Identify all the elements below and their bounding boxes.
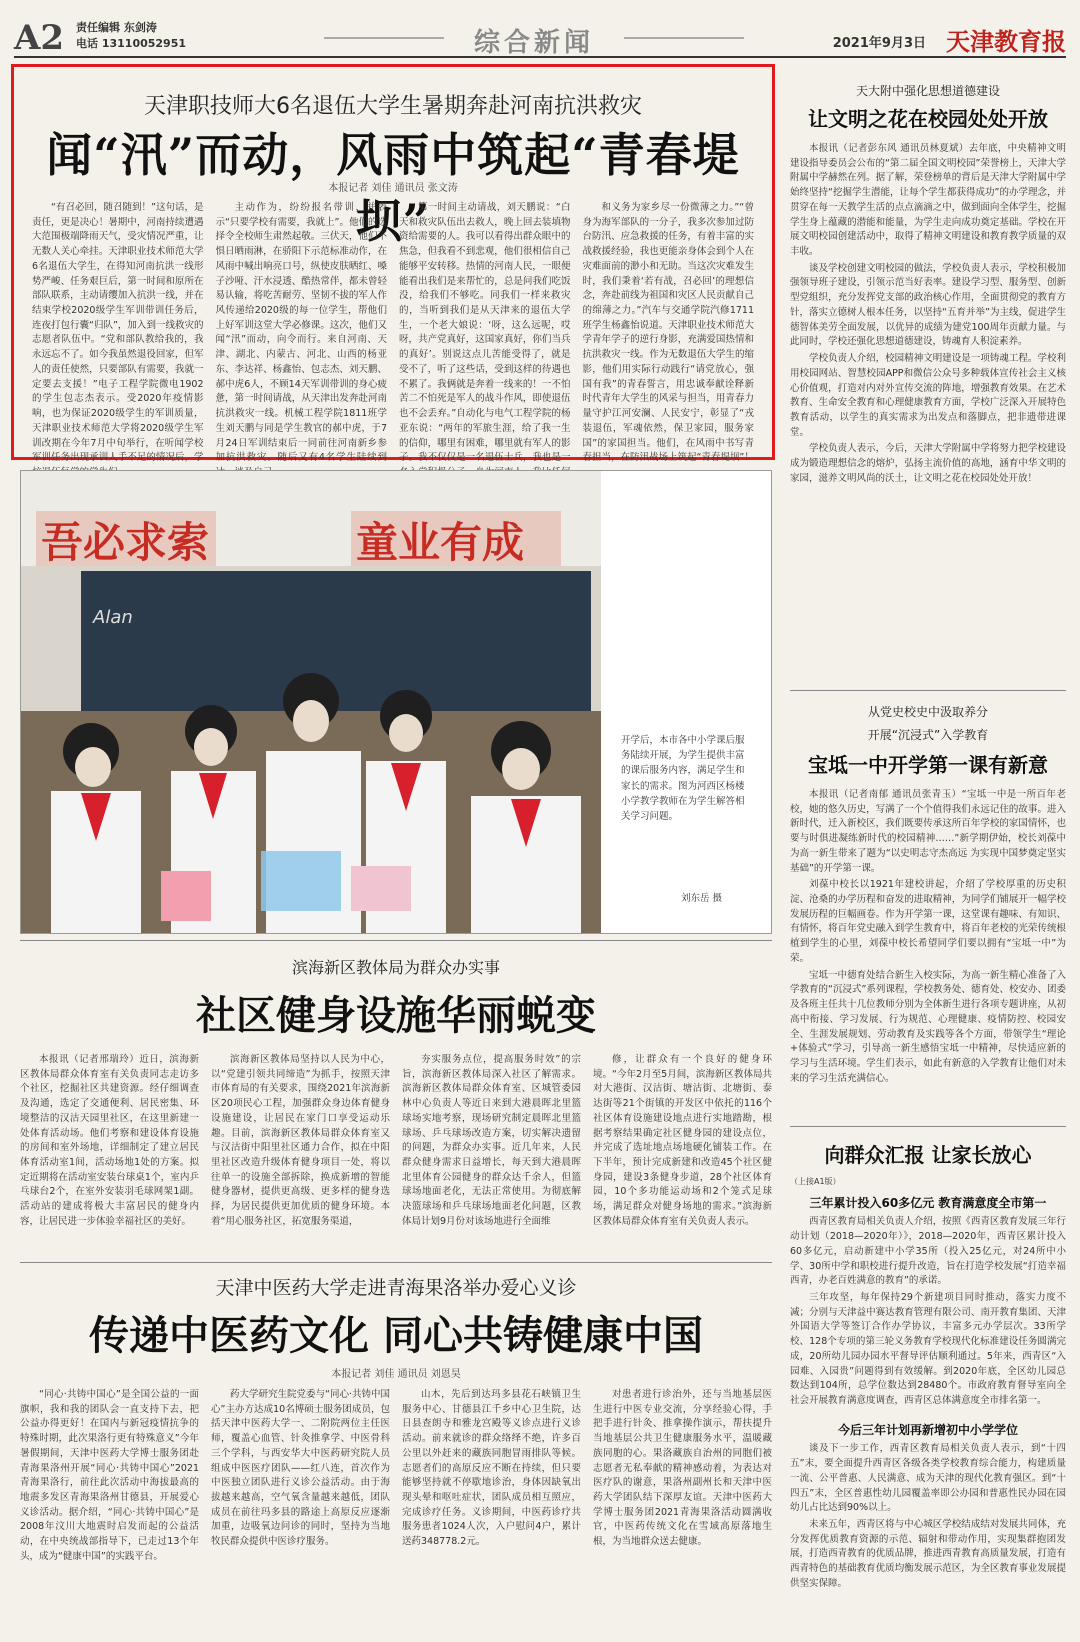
- photo-credit: 刘东岳 摄: [681, 893, 723, 904]
- paragraph: 学校负责人表示，今后，天津大学附属中学将努力把学校建设成为锻造理想信念的熔炉，弘扬主流价值的高地，涵育中华文明的家园，滋养文明风尚的沃土，让文明之花在校园处处开放！: [790, 443, 1066, 484]
- bottom-byline: 本报记者 刘佳 通讯员 刘恩昊: [331, 1369, 461, 1380]
- right-mid-kicker2: 开展“沉浸式”入学教育: [867, 728, 989, 742]
- right-bottom-body2: [790, 1442, 1066, 1642]
- paragraph: 刘葆中校长以1921年建校讲起，介绍了学校厚重的历史积淀、沧桑的办学历程和奋发的进取精神，为同学们铺展开一幅学校发展历程的巨幅画卷。作为开学第一课，这堂课有趣味、有知识、有情怀，将百年党史融入到学生教育中，将百年老校的光荣传统根植到学生的心里，刘葆中校长希望同学们要以拥有“宝坻一中”为荣。: [790, 879, 1066, 964]
- continued-note: （上接A1版）: [790, 1177, 841, 1186]
- bottom-column: 对患者进行诊治外，还与当地基层医生进行中医专业交流，分享经验心得，手把手进行针灸、推拿操作演示，帮扶提升当地基层公共卫生健康服务水平，温暖藏族同胞的心。果洛藏族自治州的同胞们被志愿者无私奉献的精神感动着，为表达对医疗队的谢意，果洛州副州长和天津中医药大学团队结下深厚友谊。天津中医药大学博士服务团2021青海果洛活动圆满收官，中医药传统文化在雪域高原落地生根，为当地群众送去健康。: [593, 1389, 772, 1548]
- lead-column: 第一时间主动请战，刘天鹏说：“白天和救灾队伍出去救人，晚上回去装填物资给需要的人。我可以看得出群众眼中的焦急，但我看不到悲观，他们很相信自己能够平安转移。热情的河南人民，一眼便能看出我们是来帮忙的，总是问我们吃饭没，给我们不够吃。同我们一样来救灾的，当听到我们是从天津来的退伍大学生，一个老大娘说：‘呀，这么远呢，哎呀，共产党真好，这国家真好，你们当兵的真好’。别说这点儿苦能受得了，就是受不了，听了这些话，受到这样的待遇也不累了。我俩就是奔着一线来的！一不怕苦二不怕死是军人的战斗作风，即使退伍也不会丢弃。”自动化与电气工程学院的杨亚东说：“两年的军旅生涯，给了我一生的信仰，哪里有困难，哪里就有军人的影子。我不仅仅是一名退伍士兵，我也是一: [399, 202, 571, 464]
- paper-logo: 天津教育报: [946, 27, 1066, 56]
- right-column: [790, 64, 1066, 1589]
- paragraph: 未来五年，西青区将与中心城区学校结成结对发展共同体，充分发挥优质教育资源的示范、辐射和带动作用，实现集群抱团发展，打造西青教育的优质品牌，推进西青教育高质量发展，打造有西青特色的基础教育优质均衡发展示范区，为全区教育事业发展提供坚实保障。: [790, 1518, 1066, 1589]
- lead-column: 主动作为，纷纷报名带训，并表示“只要学校有需要，我就上”。他们的选择令全校师生肃然起敬。三伏天，他们不惧日晒雨淋，在骄阳下示范标准动作，在风雨中喊出响亮口号，纵使皮肤晒红、嗓子沙哑、汗水浸透、酷热常伴，都未曾轻易认输，将吃苦耐劳、坚韧不拔的军人作风传递给2020级的每一位学生，帮他们上好军训这堂大学必修课。这次，他们又闻“汛”而动，向令而行。来自河南、天津、湖北、内蒙古、河北、山西的杨亚东、李达祥、杨鑫怡、包志杰、刘天鹏、郝中虎6人，不顾14天军训带训的身心疲惫，第一时间请战，从天津出发奔赴河南抗洪救灾一线。机械工程学院1811班学生刘天鹏与同是学生教官的郝中虎，于7月24日军训结束后一同前往河南新乡参加抗洪救灾。随后又有4名学生陆续到: [215, 202, 387, 464]
- paragraph: 西青区教育局相关负责人介绍，按照《西青区教育发展三年行动计划（2018—2020年）》，2018—2020年，西青区累计投入60多亿元，启动新建中小学35所（投入25亿元，对24所中小学、30所中学和职校进行提升改造，旨在打造学校发展“打造幸福西青，办老百姓满意的教育”的承诺。: [790, 1216, 1066, 1287]
- page-number: A2: [14, 18, 65, 58]
- paragraph: 本报讯（记者彭东风 通讯员林夏斌）去年底，中央精神文明建设指导委员会公布的“第二届全国文明校园”荣誉榜上，天津大学附属中学赫然在列。据了解，荣登榜单的背后是天津大学附属中学始终坚持“挖掘学生潜能，让每个学生都获得成功”的办学理念，并贯穿在每一天教学生活的点点滴滴之中，做到面向全体学生，挖掘学生身上蕴藏的潜能和能量，为学生走向成功奠定基础。学校在开展文明校园创建活动中，取得了精神文明建设和教育教学质量的双丰收。: [790, 143, 1066, 258]
- banner-right-text: 童业有成: [356, 518, 525, 567]
- lead-column: 和义务为家乡尽一份微薄之力。”“曾身为海军部队的一分子，我多次参加过防台防汛、应急救援的任务，有着丰富的实战救援经验，我也更能亲身体会到个人在灾难面前的渺小和无助。当这次灾难发生时，我们秉着‘若有战，召必回’的理想信念，奔赴前线为祖国和灾区人民贡献自己的绵薄之力。”汽车与交通学院汽修1711班学生杨鑫怡说道。天津职业技术师范大学青年学子的逆行身影，充满爱国热情和抗洪救灾一线。作为无数退伍大学生的缩影，他们用实际行动践行“请党放心，强国有我”的青春誓言，用忠诚奉献诠释新时代青年大学生的风采与担当，用青春力量守护江河安澜、人民安宁，彰显了“戎装退伍，军魂依然，保卫家园，服务家国”的家国担当。他们，在风雨中书写青春担当，在防汛战场上筑起“青春堤坝”！: [582, 202, 754, 464]
- lead-kicker: 天津职技师大6名退伍大学生暑期奔赴河南抗洪救灾: [144, 94, 642, 119]
- editor-phone: 电话 13110052951: [76, 37, 187, 50]
- mid-columns: [20, 1053, 772, 1233]
- bottom-kicker: 天津中医药大学走进青海果洛举办爱心义诊: [215, 1277, 577, 1299]
- classroom-photo: [21, 471, 771, 933]
- mid-headline: 社区健身设施华丽蜕变: [196, 992, 596, 1039]
- paragraph: 本报讯（记者南郁 通讯员张青玉）“宝坻一中是一所百年老校，她的悠久历史，写满了一个个值得我们永远记住的故事。进入新时代，迁入新校区，我们既要传承这所百年学校的家国情怀，也要与时俱进凝练新时代的校园精神……”新学期伊始，校长刘葆中为高一新生带来了题为“以史明志守杰高远 为实现中国梦奠定坚实基础”的开学第一课。: [790, 789, 1066, 874]
- paragraph: 三年攻坚，每年保持29个新建项目同时推动，落实力度不减；分别与天津益中赛达教育管理有限公司、南开教育集团、天津外国语大学等签订合作办学协议，丰富多元办学层次。33所学校、128个专项的第三轮义务教育学校现代化标准建设任务圆满完成，20所幼儿园办园水平督导评估顺利通过。5年来，西青区“入园难、入园贵”问题得到有效缓解。到2020年底，全区幼儿园总数达到104所，总学位数达到28480个。市政府教育督导室向全社会开展教育满意度调查，西青区总体满意度全市排名第一。: [790, 1291, 1066, 1407]
- mid-column: 本报讯（记者邢瑞玲）近日，滨海新区教体局群众体育室有关负责同志走访多个社区，挖掘社区共建资源。经仔细调查及沟通，选定了交通便利、居民密集、环境整洁的汉沽天园里社区，在这里新建一处体育活动场。他们考察和建设体育设施的房间和室外场地，详细制定了建立居民体育活动室1间，活动场地1处的方案。拟定近期将在活动室安装台球桌1个，室内乒乓球台2个，在室外安装羽毛球网架1副。活动站的建成将极大丰富居民的健身内容，让居民进一步体验幸福社区的美好。: [20, 1054, 199, 1227]
- lead-byline: 本报记者 刘佳 通讯员 张文涛: [328, 183, 458, 194]
- right-top-kicker: 天大附中强化思想道德建设: [855, 84, 1000, 98]
- right-mid-kicker1: 从党史校史中汲取养分: [867, 705, 988, 719]
- bottom-headline: 传递中医药文化 同心共铸健康中国: [89, 1312, 703, 1359]
- bottom-column: “同心·共铸中国心”是全国公益的一面旗帜，我和我的团队会一直支持下去，把公益办得更好！在国内与新冠疫情抗争的特殊时期，此次果洛行更有特殊意义”今年暑假期间，天津中医药大学博士服务团赴青海果洛州开展“同心·共铸中国心”2021青海果洛行，前往此次活动中海拔最高的地震多发区青海果洛州甘德县，开展爱心义诊活动。据介绍，“同心·共铸中国心”是2008年汶川大地震时启发而起的公益活动，在中央统战部指导下，已走过13个年头，成为“健康中国”的实践平台。: [20, 1389, 199, 1562]
- right-top-body: [790, 142, 1066, 682]
- lead-story-highlight: [11, 64, 775, 464]
- editor-name: 责任编辑 东剑涛: [76, 21, 157, 34]
- board-text: Alan: [93, 607, 133, 628]
- right-top-headline: 让文明之花在校园处处开放: [808, 107, 1048, 131]
- right-mid-body: [790, 788, 1066, 1118]
- paragraph: 谈及下一步工作，西青区教育局相关负责人表示，到“十四五”末，要全面提升西青区各级各类学校教育综合能力，构建质量一流、公平普惠、人民满意、成为天津的现代化教育强区。到“十四五”末，全区普惠性幼儿园覆盖率即公办园和普惠性民办园在园幼儿占比达到90%以上。: [790, 1443, 1066, 1514]
- photo-caption: 开学后，本市各中小学课后服务陆续开展，为学生提供丰富的课后服务内容，满足学生和家长的需求。图为河西区杨楼小学教学教师在为学生解答相关学习问题。: [621, 735, 745, 822]
- lead-columns: [32, 201, 754, 464]
- mid-column: 滨海新区教体局坚持以人民为中心，以“党建引领共同缔造”为抓手，按照天津市体育局的有关要求，围绕2021年滨海新区20项民心工程，加强群众身边体育健身设施建设，让居民在家门口享受运动乐趣。目前，滨海新区教体局群众体育室又与汉沽街中阳里社区通力合作，拟在中阳里社区改造升级体育健身项目一处，将以往单一的设施全部拆除，换成新增的智能健身器材，提供更高级、更多样的健身选择，为居民提供更加优质的健身环境。本着“用心服务社区，拓宽服务渠道，: [211, 1054, 390, 1227]
- editor-info: [76, 20, 186, 52]
- right-mid-headline: 宝坻一中开学第一课有新意: [808, 753, 1048, 777]
- section-title: 综合新闻: [474, 22, 594, 59]
- issue-date: 2021年9月3日: [832, 36, 926, 51]
- bottom-column: 山木，先后到达玛多县花石峡镇卫生服务中心、甘德县江千乡中心卫生院，达日县查朗寺和雅龙宫殿等义诊点进行义诊活动。前来就诊的群众络绎不绝，许多百公里以外赶来的藏族同胞冒雨排队等候。志愿者们的高原反应不断在持续，但只要能够坚持就不停歇地诊治，身体因缺氧出现头晕和呕吐症状，团队成员相互照应，完成诊疗任务。义诊期间，中医药诊疗共服务患者1024人次，入户慰问4户，累计送药348778.2元。: [402, 1389, 581, 1548]
- bottom-column: 药大学研究生院党委与“同心·共铸中国心”主办方达成10名博硕士服务团成员，包括天津中医药大学一、二附院两位主任医师，覆盖心血管、针灸推拿学、中医骨科三个学科，与西安华大中医药研究院人员组成中医医疗团队——红八连，首次作为中医独立团队进行义诊公益活动。由于海拔越来越高，空气氧含量越来越低，团队成员在前往玛多县的路途上高原反应逐渐加重，边吸氧边问诊的同时，坚持为当地牧民群众提供中医诊疗服务。: [211, 1389, 390, 1548]
- bottom-story: [20, 1262, 772, 1562]
- banner-left-text: 吾必求索: [41, 518, 210, 567]
- paragraph: 学校负责人介绍，校园精神文明建设是一项铸魂工程。学校利用校园网站、智慧校园APP和微信公众号多种载体宣传社会主义核心价值观，打造对内对外宣传交流的阵地，增强教育效果。在艺术教育、生命安全教育和心理健康教育方面，学校广泛深入开展特色教育活动，以学生的真实需求为出发点和落脚点，把非遗带进课堂。: [790, 353, 1066, 438]
- news-photo-block: [20, 470, 772, 934]
- lead-column: “有召必回，随召随到！”这句话，是责任，更是决心！暑期中，河南持续遭遇大范围极端降雨天气，受灾情况严重，让无数人关心牵挂。天津职业技术师范大学6名退伍大学生，在得知河南抗洪一线形势严峻、任务艰巨后，第一时间和原所在部队联系，主动请缨加入抗洪一线，并在结束学校2020级学生军训带训任务后，连夜打包行囊“归队”，加入到一线救灾的志愿者队伍中。“党和部队教给我的，我永远忘不了。如今我虽然退役回家，但军人的责任使然，只要部队有需要，我就一定要去支援！”电子工程学院微电1902的学生包志杰表示。受2020年疫情影响，也为保证2020级学生的军训质量，天津职业技术师范大学将2020级学生军训改期在今年7月中旬举行，在听闻学校军训任务出现承训人手不足的情况后，学: [32, 202, 204, 464]
- mid-column: 修，让群众有一个良好的健身环境。“今年2月至5月间，滨海新区教体局共对大港街、汉沽街、塘沽街、北塘街、泰达街等21个街镇的开发区中依托的116个社区体育设施建设地点进行实地踏勘，根据考察结果确定社区健身园的建设点位，并完成了选址地点场地硬化铺装工作。在下半年，预计完成新建和改造45个社区健身园，建设3条健身步道，28个社区体育园，10个多功能运动场和2个笼式足球场，满足群众对健身场地的需求。”滨海新区教体局群众体育室有关负责人表示。: [593, 1054, 772, 1227]
- right-bottom-subhead: 三年累计投入60多亿元 教育满意度全市第一: [809, 1196, 1047, 1211]
- paragraph: 宝坻一中德育处结合新生入校实际，为高一新生精心准备了入学教育的“沉浸式”系列课程，学校教务处、德育处、校安办、团委及各班主任共十几位教师分别为全体新生进行各项专题讲座，从初高中衔接、学习发展、行为规范、心理健康、疫情防控、校园安全、生涯发展规划、劳动教育及实践等各个方面，带领学生“理论+体验式”学习，引导高一新生感悟宝坻一中精神，尽快适应新的学习与生活环境。学生们表示，如此有新意的入学教育让他们对未来的学习生活充满信心。: [790, 969, 1066, 1084]
- right-bottom-headline: 向群众汇报 让家长放心: [824, 1143, 1032, 1167]
- masthead: [14, 18, 1066, 58]
- mid-column: 夯实服务点位，提高服务时效”的宗旨，滨海新区教体局深入社区了解需求。滨海新区教体局群众体育室、区城管委园林中心负责人等近日来到大港晨晖北里篮球场实地考察，现场研究制定晨晖北里篮球场、乒乓球场改造方案，切实解决遗留的问题，为群众办实事。近几年来，人民群众健身需求日益增长，每天到大港晨晖北里体育公园健身的群众达千余人，但篮球场地面老化，无法正常使用。为彻底解决篮球场和乒乓球场地面老化问题，区教体局计划9月份对该场地进行全面维: [402, 1054, 581, 1227]
- right-bottom-body1: [790, 1215, 1066, 1415]
- lead-headline: 闻“汛”而动，风雨中筑起“青春堤坝”: [46, 128, 740, 248]
- mid-story: [20, 940, 772, 1260]
- paragraph: 谈及学校创建文明校园的做法，学校负责人表示，学校积极加强领导班子建设，引领示范当好表率。建设学习型、服务型、创新型党组织，充分发挥党支部的政治核心作用，全面贯彻党的教育方针，落实立德树人根本任务，以坚持“五育并举”为主线，促进学生德智体美劳全面发展，以优异的成绩为建党100周年贡献力量。与此同时，学校还强化思想道德建设，铸魂育人积淀素养。: [790, 262, 1066, 348]
- bottom-columns: [20, 1388, 772, 1562]
- mid-kicker: 滨海新区教体局为群众办实事: [291, 958, 500, 977]
- right-bottom-subhead: 今后三年计划再新增初中小学学位: [837, 1423, 1018, 1438]
